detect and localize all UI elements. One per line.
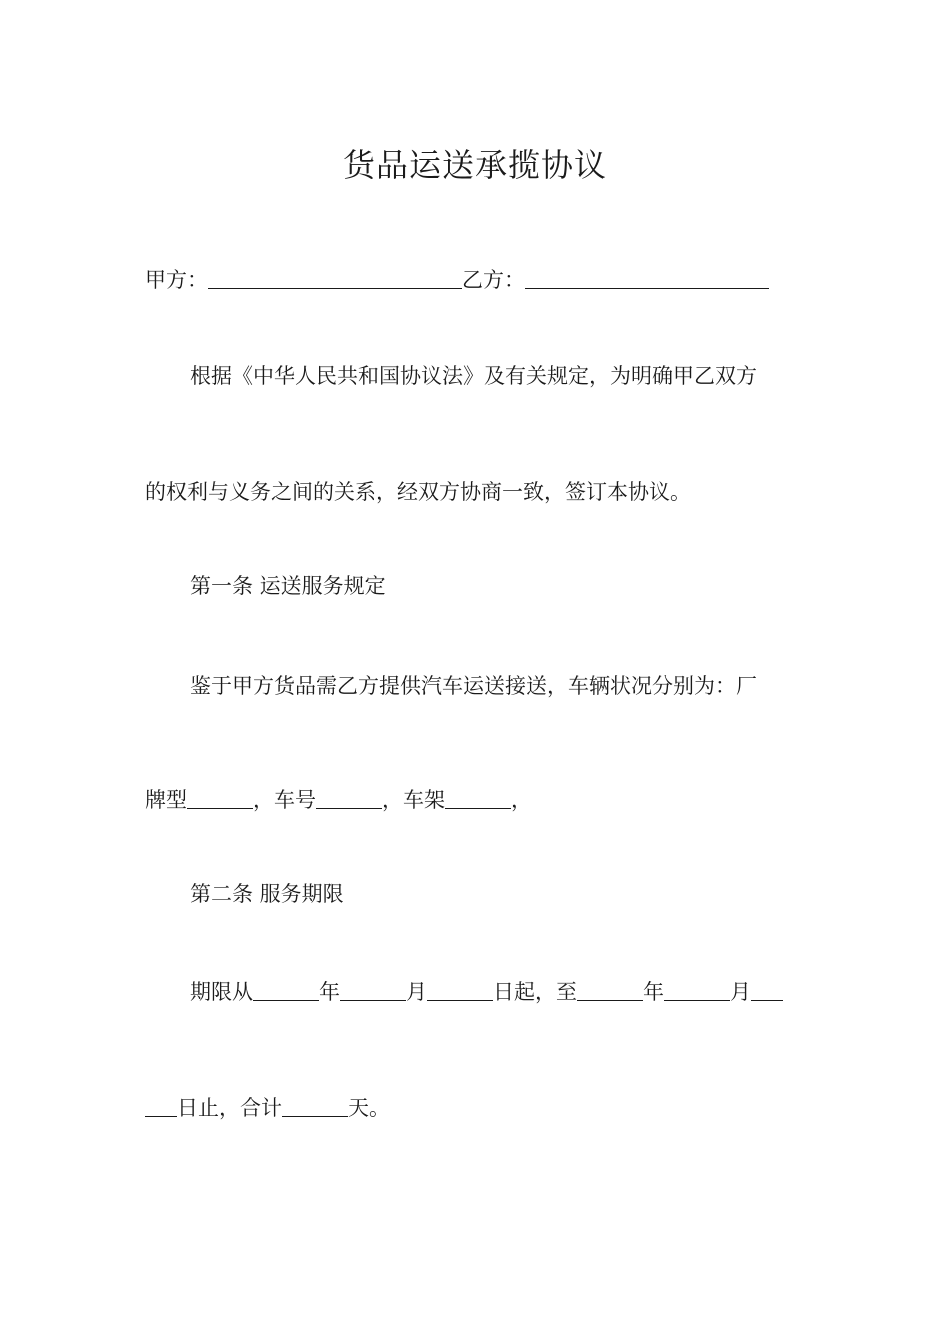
days-unit: 天。	[348, 1096, 390, 1120]
article-2-line-2	[145, 1094, 825, 1122]
plate-label: ，车号	[253, 788, 316, 812]
end-day-blank-part-2[interactable]	[145, 1096, 177, 1117]
day-label-2: 日止，合计	[177, 1096, 282, 1120]
end-year-blank[interactable]	[577, 980, 643, 1001]
total-days-blank[interactable]	[282, 1096, 348, 1117]
frame-label: ，车架	[382, 788, 445, 812]
article-1-line-2	[145, 786, 825, 814]
parties-line	[145, 266, 825, 294]
start-year-blank[interactable]	[253, 980, 319, 1001]
end-day-blank-part-1[interactable]	[751, 980, 783, 1001]
article-1-line-1: 鉴于甲方货品需乙方提供汽车运送接送，车辆状况分别为：厂	[190, 674, 757, 698]
brand-label: 牌型	[145, 788, 187, 812]
brand-blank[interactable]	[187, 788, 253, 809]
year-label-1: 年	[319, 980, 340, 1004]
party-a-blank[interactable]	[208, 268, 462, 289]
month-label-1: 月	[406, 980, 427, 1004]
start-month-blank[interactable]	[340, 980, 406, 1001]
party-a-label: 甲方：	[145, 268, 208, 292]
frame-blank[interactable]	[445, 788, 511, 809]
article-2-line-1	[190, 978, 870, 1006]
plate-blank[interactable]	[316, 788, 382, 809]
preamble-line-1: 根据《中华人民共和国协议法》及有关规定，为明确甲乙双方	[190, 364, 757, 388]
day-label-1: 日起，至	[493, 980, 577, 1004]
article-1-heading: 第一条 运送服务规定	[190, 574, 386, 598]
from-label: 期限从	[190, 980, 253, 1004]
month-label-2: 月	[730, 980, 751, 1004]
party-b-label: 乙方：	[462, 268, 525, 292]
end-month-blank[interactable]	[664, 980, 730, 1001]
party-b-blank[interactable]	[525, 268, 769, 289]
article-2-heading: 第二条 服务期限	[190, 882, 344, 906]
document-title: 货品运送承揽协议	[342, 146, 607, 184]
year-label-2: 年	[643, 980, 664, 1004]
end-punct: ，	[511, 788, 532, 812]
start-day-blank[interactable]	[427, 980, 493, 1001]
preamble-line-2: 的权利与义务之间的关系，经双方协商一致，签订本协议。	[145, 480, 691, 504]
